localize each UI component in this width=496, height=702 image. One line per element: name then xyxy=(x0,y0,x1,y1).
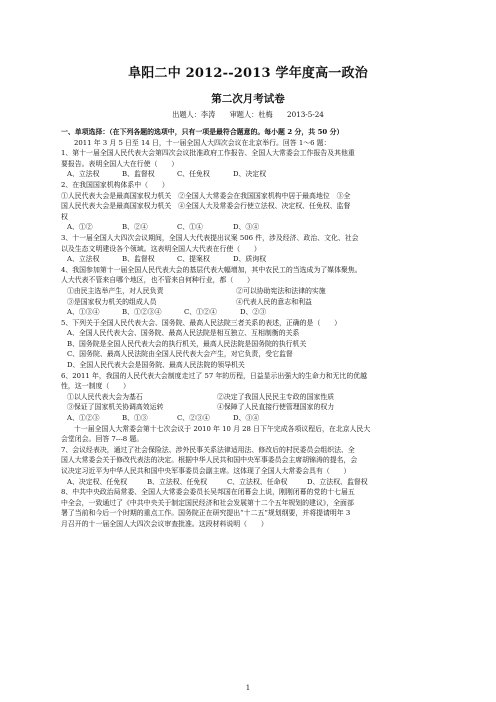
text-line: 8、中共中央政治局常委、全国人大常委会委员长吴邦国在闭幕会上说，刚刚闭幕的党的十七届五 xyxy=(61,488,355,497)
answer-option[interactable]: B、②④ xyxy=(122,223,148,232)
text-line: 以及生态文明建设各个领域。这表明全国人大代表在行使（ ） xyxy=(61,244,261,253)
text-line: 5、下列关于全国人民代表大会、国务院、最高人民法院三者关系的表述，正确的是（ ） xyxy=(61,318,342,327)
answer-options xyxy=(61,477,435,488)
answer-option[interactable]: C、①②④ xyxy=(184,308,217,317)
answer-option[interactable]: C、提案权 xyxy=(177,255,210,264)
page-number: 1 xyxy=(245,684,251,692)
answer-option[interactable]: D、②③ xyxy=(240,308,267,317)
statement-item: ③保证了国家机关协调高效运转 xyxy=(67,403,164,412)
answer-options xyxy=(61,413,435,424)
exam-subtitle: 第二次月考试卷 xyxy=(211,93,285,105)
statement-item: ④保障了人民直接行使管理国家的权力 xyxy=(217,403,335,412)
exam-body xyxy=(61,127,435,530)
author: 出题人：李涛 xyxy=(172,110,216,119)
text-line: 性，这一制度（ ） xyxy=(61,382,130,391)
answer-option[interactable]: A、①②③ xyxy=(67,414,100,423)
text-line: ①人民代表大会是最高国家权力机关 ②全国人大常委会在我国国家机构中居于最高地位 ③全 xyxy=(61,191,351,200)
answer-option[interactable]: B、①③ xyxy=(122,414,148,423)
answer-option[interactable]: D、③④ xyxy=(233,223,260,232)
answer-option[interactable]: D、质询权 xyxy=(233,255,267,264)
answer-options xyxy=(61,169,435,180)
text-line: 人大代表不管来自哪个地区，也不管来自何种行业，都（ ） xyxy=(61,276,254,285)
answer-options xyxy=(61,307,435,318)
answer-option[interactable]: C、②③④ xyxy=(177,414,210,423)
text-line: 7、会议经表决，通过了社会保险法、涉外民事关系法律适用法、修改后的村民委员会组织法、全 xyxy=(61,445,355,454)
answer-option[interactable]: A、决定权、任免权 xyxy=(67,477,128,486)
text-line: 4、我国参加第十一届全国人民代表大会的基层代表大幅增加，其中农民工的当选成为了媒体聚焦。 xyxy=(61,265,362,274)
text-line: 权 xyxy=(61,212,68,221)
reviewer: 审题人：杜梅 xyxy=(229,110,273,119)
statement-item: ④代表人民的意志和利益 xyxy=(236,297,312,306)
text-line: C、国务院、最高人民法院由全国人民代表大会产生，对它负责，受它监督 xyxy=(67,350,293,359)
answer-option[interactable]: C、立法权、任命权 xyxy=(227,477,288,486)
text-line: 6、2011 年，我国的人民代表大会制度走过了 57 年的历程，日益显示出强大的生命力和无比的优越 xyxy=(61,371,367,380)
text-line: 3、十一届全国人大四次会议期间，全国人大代表提出议案 506 件，涉及经济、政治、文化、社会 xyxy=(61,233,359,242)
text-line: 中全会，一致通过了《中共中央关于制定国民经济和社会发展第十二个五年规划的建议》，全面部 xyxy=(61,498,354,507)
text-line: 国人大常委会关于修改代表法的决定。根据中华人民共和国中央军事委员会主席胡锦涛的提名，会 xyxy=(61,456,358,465)
answer-option[interactable]: B、①②③④ xyxy=(122,308,162,317)
text-line: 十一届全国人大常委会第十七次会议于 2010 年 10 月 28 日下午完成各项议程后，在北京人民大 xyxy=(74,424,371,433)
answer-option[interactable]: D、③④ xyxy=(233,414,260,423)
text-line: 要报告。表明全国人大在行使（ ） xyxy=(61,159,179,168)
answer-option[interactable]: D、立法权、监督权 xyxy=(307,477,368,486)
exam-title: 阜阳二中 2012--2013 学年度高一政治 xyxy=(128,66,368,81)
text-line: A、全国人民代表大会、国务院、最高人民法院是相互独立、互相制衡的关系 xyxy=(67,329,300,338)
statement-item: ①以人民代表大会为基石 xyxy=(67,392,143,401)
text-line: 会堂闭会。回答 7---8 题。 xyxy=(61,435,144,444)
answer-option[interactable]: B、立法权、任免权 xyxy=(147,477,208,486)
statement-row xyxy=(61,297,435,308)
statement-item: ①由民主选举产生，对人民负责 xyxy=(67,286,164,295)
answer-option[interactable]: C、任免权 xyxy=(177,170,210,179)
text-line: 署了当前和今后一个时期的重点工作。国务院正在研究提出“十二五”规划纲要，并将提请明年 3 xyxy=(61,509,351,518)
answer-option[interactable]: D、决定权 xyxy=(233,170,267,179)
answer-option[interactable]: A、立法权 xyxy=(67,255,100,264)
answer-options xyxy=(61,254,435,265)
statement-item: ②可以协助宪法和法律的实施 xyxy=(236,286,326,295)
answer-option[interactable]: A、立法权 xyxy=(67,170,100,179)
text-line: 1、第十一届全国人民代表大会第四次会议批准政府工作报告、全国人大常委会工作报告及其他重 xyxy=(61,149,355,158)
statement-row xyxy=(61,402,435,413)
section-heading: 一、单项选择：（在下列各题的选项中，只有一项是最符合题意的。每小题 2 分，共 50 分） xyxy=(61,128,344,136)
text-line: 2011 年 3 月 5 日至 14 日，十一届全国人大四次会议在北京举行。回答 1～6 题： xyxy=(74,138,331,147)
statement-item: ③是国家权力机关的组成人员 xyxy=(67,297,157,306)
text-line: 2、在我国国家机构体系中（ ） xyxy=(61,180,169,189)
answer-option[interactable]: C、①④ xyxy=(177,223,203,232)
statement-row xyxy=(61,392,435,403)
answer-option[interactable]: B、监督权 xyxy=(122,170,155,179)
exam-date: 2013-5-24 xyxy=(287,110,324,119)
answer-option[interactable]: B、监督权 xyxy=(122,255,155,264)
text-line: 国人民代表大会是最高国家权力机关 ④全国人大及常委会行使立法权、决定权、任免权、监督 xyxy=(61,202,351,211)
text-line: B、国务院是全国人民代表大会的执行机关，最高人民法院是国务院的执行机关 xyxy=(67,339,307,348)
text-line: 议决定习近平为中华人民共和国中央军事委员会副主席。这体现了全国人大常委会具有（ ） xyxy=(61,467,351,475)
exam-meta xyxy=(0,110,496,120)
text-line: 月召开的十一届全国人大四次会议审查批准。这段材料说明（ ） xyxy=(61,519,268,528)
text-line: D、全国人民代表大会是国务院、最高人民法院的领导机关 xyxy=(67,361,245,370)
statement-item: ②决定了我国人民民主专政的国家性质 xyxy=(217,392,335,401)
answer-option[interactable]: A、①③④ xyxy=(67,308,100,317)
answer-options xyxy=(61,222,435,233)
answer-option[interactable]: A、①② xyxy=(67,223,93,232)
statement-row xyxy=(61,286,435,297)
